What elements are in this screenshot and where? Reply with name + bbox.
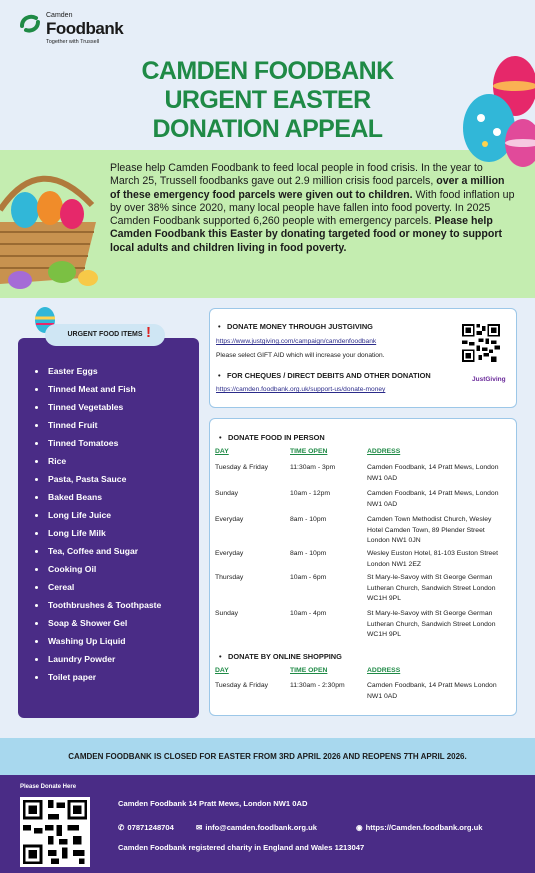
in-person-address-cell: St Mary-le-Savoy with St George German Lutheran Church, Sandwich Street London WC1H 9PL	[367, 574, 496, 602]
footer-web	[356, 823, 483, 832]
urgent-item: Laundry Powder	[30, 650, 195, 668]
in-person-time-cell: 10am - 6pm	[290, 574, 327, 581]
in-person-heading: • DONATE FOOD IN PERSON	[228, 433, 325, 442]
in-person-day-cell: Sunday	[215, 610, 239, 617]
urgent-item: Tinned Vegetables	[30, 398, 195, 416]
phone-icon: ✆	[118, 823, 125, 832]
footer-charity: Camden Foodbank registered charity in England and Wales 1213047	[118, 843, 365, 852]
globe-icon: ◉	[356, 823, 363, 832]
title-line-3: DONATION APPEAL	[152, 115, 383, 143]
in-person-address-cell: Camden Foodbank, 14 Pratt Mews, London NW1 0AD	[367, 490, 499, 508]
in-person-time-cell: 10am - 12pm	[290, 490, 331, 497]
email-icon: ✉	[196, 823, 203, 832]
footer-web-text[interactable]: https://Camden.foodbank.org.uk	[365, 823, 483, 832]
footer-email-text[interactable]: info@camden.foodbank.org.uk	[205, 823, 317, 832]
in-person-col-time: TIME OPEN	[290, 448, 328, 455]
urgent-item: Toothbrushes & Toothpaste	[30, 596, 195, 614]
easter-basket-illustration	[0, 160, 105, 295]
closure-banner: CAMDEN FOODBANK IS CLOSED FOR EASTER FROM 3RD APRIL 2026 AND REOPENS 7TH APRIL 2026.	[0, 738, 535, 775]
online-col-time: TIME OPEN	[290, 667, 328, 674]
in-person-address-cell: Camden Foodbank, 14 Pratt Mews, London NW1 0AD	[367, 464, 499, 482]
urgent-item: Tinned Tomatoes	[30, 434, 195, 452]
urgent-item: Soap & Shower Gel	[30, 614, 195, 632]
urgent-item: Tinned Fruit	[30, 416, 195, 434]
logo-org-small: Camden	[46, 12, 73, 19]
urgent-item: Long Life Milk	[30, 524, 195, 542]
online-day: Tuesday & Friday	[215, 682, 269, 689]
in-person-address-cell: Camden Town Methodist Church, Wesley Hotel Camden Town, 89 Plender Street London NW1 0JN	[367, 516, 492, 544]
donate-qr-code[interactable]	[20, 797, 90, 867]
footer-phone-text[interactable]: 07871248704	[127, 823, 174, 832]
foodbank-logo-icon	[18, 12, 42, 36]
logo-org-name: Foodbank	[46, 19, 124, 38]
online-col-address: ADDRESS	[367, 667, 401, 674]
in-person-day-cell: Sunday	[215, 490, 239, 497]
urgent-item: Cereal	[30, 578, 195, 596]
in-person-time-cell: 10am - 4pm	[290, 610, 327, 617]
foodbank-logo	[18, 10, 128, 46]
page-title	[95, 57, 440, 144]
in-person-address-cell: Wesley Euston Hotel, 81-103 Euston Street London NW1 2EZ	[367, 550, 498, 568]
justgiving-qr-code[interactable]	[462, 324, 500, 362]
urgent-item: Easter Eggs	[30, 362, 195, 380]
urgent-item: Tinned Meat and Fish	[30, 380, 195, 398]
in-person-time-cell: 8am - 10pm	[290, 516, 327, 523]
footer-email	[196, 823, 317, 832]
urgent-items-list	[30, 362, 195, 686]
intro-text-2: With food inflation up by over 38% since 2020, many local people have fallen into food poverty. In 2025 Camden Foodbank supported 6,260 people with emergency parcels.	[110, 188, 515, 228]
exclamation-icon: !	[146, 324, 151, 341]
logo-tagline: Together with Trussell	[46, 39, 100, 45]
urgent-items-heading-text: URGENT FOOD ITEMS	[67, 331, 143, 338]
in-person-day-cell: Thursday	[215, 574, 244, 581]
urgent-item: Long Life Juice	[30, 506, 195, 524]
in-person-col-address: ADDRESS	[367, 448, 401, 455]
in-person-col-day: DAY	[215, 448, 229, 455]
footer-address: Camden Foodbank 14 Pratt Mews, London NW1 0AD	[118, 799, 308, 808]
urgent-item: Toilet paper	[30, 668, 195, 686]
in-person-time-cell: 8am - 10pm	[290, 550, 327, 557]
urgent-item: Cooking Oil	[30, 560, 195, 578]
intro-bold-1: over a million of these emergency food parcels were given out to children.	[110, 175, 505, 201]
in-person-day-cell: Everyday	[215, 550, 244, 557]
urgent-item: Baked Beans	[30, 488, 195, 506]
justgiving-heading: • DONATE MONEY THROUGH JUSTGIVING	[227, 322, 373, 331]
urgent-item: Rice	[30, 452, 195, 470]
online-time: 11:30am - 2:30pm	[290, 682, 345, 689]
urgent-item: Tea, Coffee and Sugar	[30, 542, 195, 560]
footer-phone	[118, 823, 174, 832]
title-line-2: URGENT EASTER	[164, 86, 371, 114]
donate-money-link[interactable]: https://camden.foodbank.org.uk/support-us/donate-money	[216, 386, 386, 393]
justgiving-label: JustGiving	[472, 376, 506, 383]
title-line-1: CAMDEN FOODBANK	[141, 57, 394, 85]
cheques-heading: • FOR CHEQUES / DIRECT DEBITS AND OTHER DONATION	[227, 371, 431, 380]
justgiving-link[interactable]: https://www.justgiving.com/campaign/camdenfoodbank	[216, 338, 377, 345]
online-shopping-heading: • DONATE BY ONLINE SHOPPING	[228, 652, 342, 661]
urgent-items-heading	[45, 324, 165, 346]
urgent-item: Pasta, Pasta Sauce	[30, 470, 195, 488]
online-address: Camden Foodbank, 14 Pratt Mews London NW1 0AD	[367, 682, 497, 700]
please-donate-label: Please Donate Here	[20, 784, 77, 790]
in-person-time-cell: 11:30am - 3pm	[290, 464, 336, 471]
intro-text-1: Please help Camden Foodbank to feed local people in food crisis. In the year to March 25, Trussell foodbanks gave out 2.9 million crisis food parcels,	[110, 162, 483, 188]
in-person-address-cell: St Mary-le-Savoy with St George German Lutheran Church, Sandwich Street London WC1H 9PL	[367, 610, 496, 638]
online-col-day: DAY	[215, 667, 229, 674]
footer	[0, 775, 535, 873]
easter-eggs-illustration	[445, 48, 535, 178]
gift-aid-note: Please select GIFT AID which will increase your donation.	[216, 352, 385, 359]
intro-bold-2: Please help Camden Foodbank this Easter by donating targeted food or money to support local adults and children living in food poverty.	[110, 215, 502, 254]
in-person-day-cell: Everyday	[215, 516, 244, 523]
in-person-day-cell: Tuesday & Friday	[215, 464, 269, 471]
urgent-item: Washing Up Liquid	[30, 632, 195, 650]
